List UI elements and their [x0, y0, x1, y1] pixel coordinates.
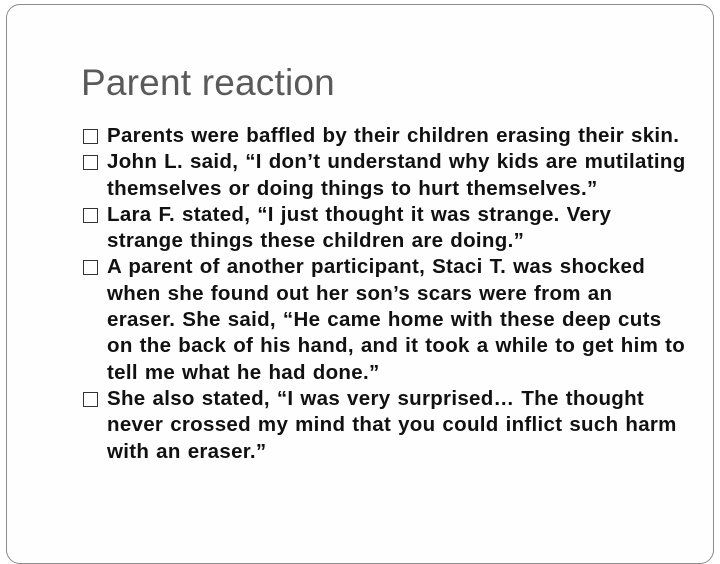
bullet-item	[83, 123, 687, 149]
checkbox-bullet-icon	[83, 129, 98, 144]
slide-title: Parent reaction	[81, 62, 335, 103]
bullet-item	[83, 202, 687, 255]
bullet-item	[83, 149, 687, 202]
checkbox-bullet-icon	[83, 260, 98, 275]
bullet-text: Parents were baffled by their children erasing their skin.	[107, 124, 680, 147]
bullet-text: Lara F. stated, “I just thought it was strange. Very strange things these children are doing.”	[107, 202, 612, 253]
bullet-text: She also stated, “I was very surprised… The thought never crossed my mind that you could inflict such harm with an eraser.”	[107, 386, 677, 463]
bullet-item	[83, 386, 687, 465]
bullet-item	[83, 254, 687, 385]
checkbox-bullet-icon	[83, 208, 98, 223]
bullet-text: John L. said, “I don’t understand why kids are mutilating themselves or doing things to hurt themselves.”	[107, 150, 686, 200]
slide	[6, 4, 714, 564]
checkbox-bullet-icon	[83, 392, 98, 407]
bullet-text: A parent of another participant, Staci T. was shocked when she found out her son’s scars were from an eraser. She said, “He came home with these deep cuts on the back of his hand, and it took a while to get him to tell me what he had done.”	[107, 255, 686, 384]
checkbox-bullet-icon	[83, 155, 98, 170]
bullet-list	[83, 123, 687, 465]
